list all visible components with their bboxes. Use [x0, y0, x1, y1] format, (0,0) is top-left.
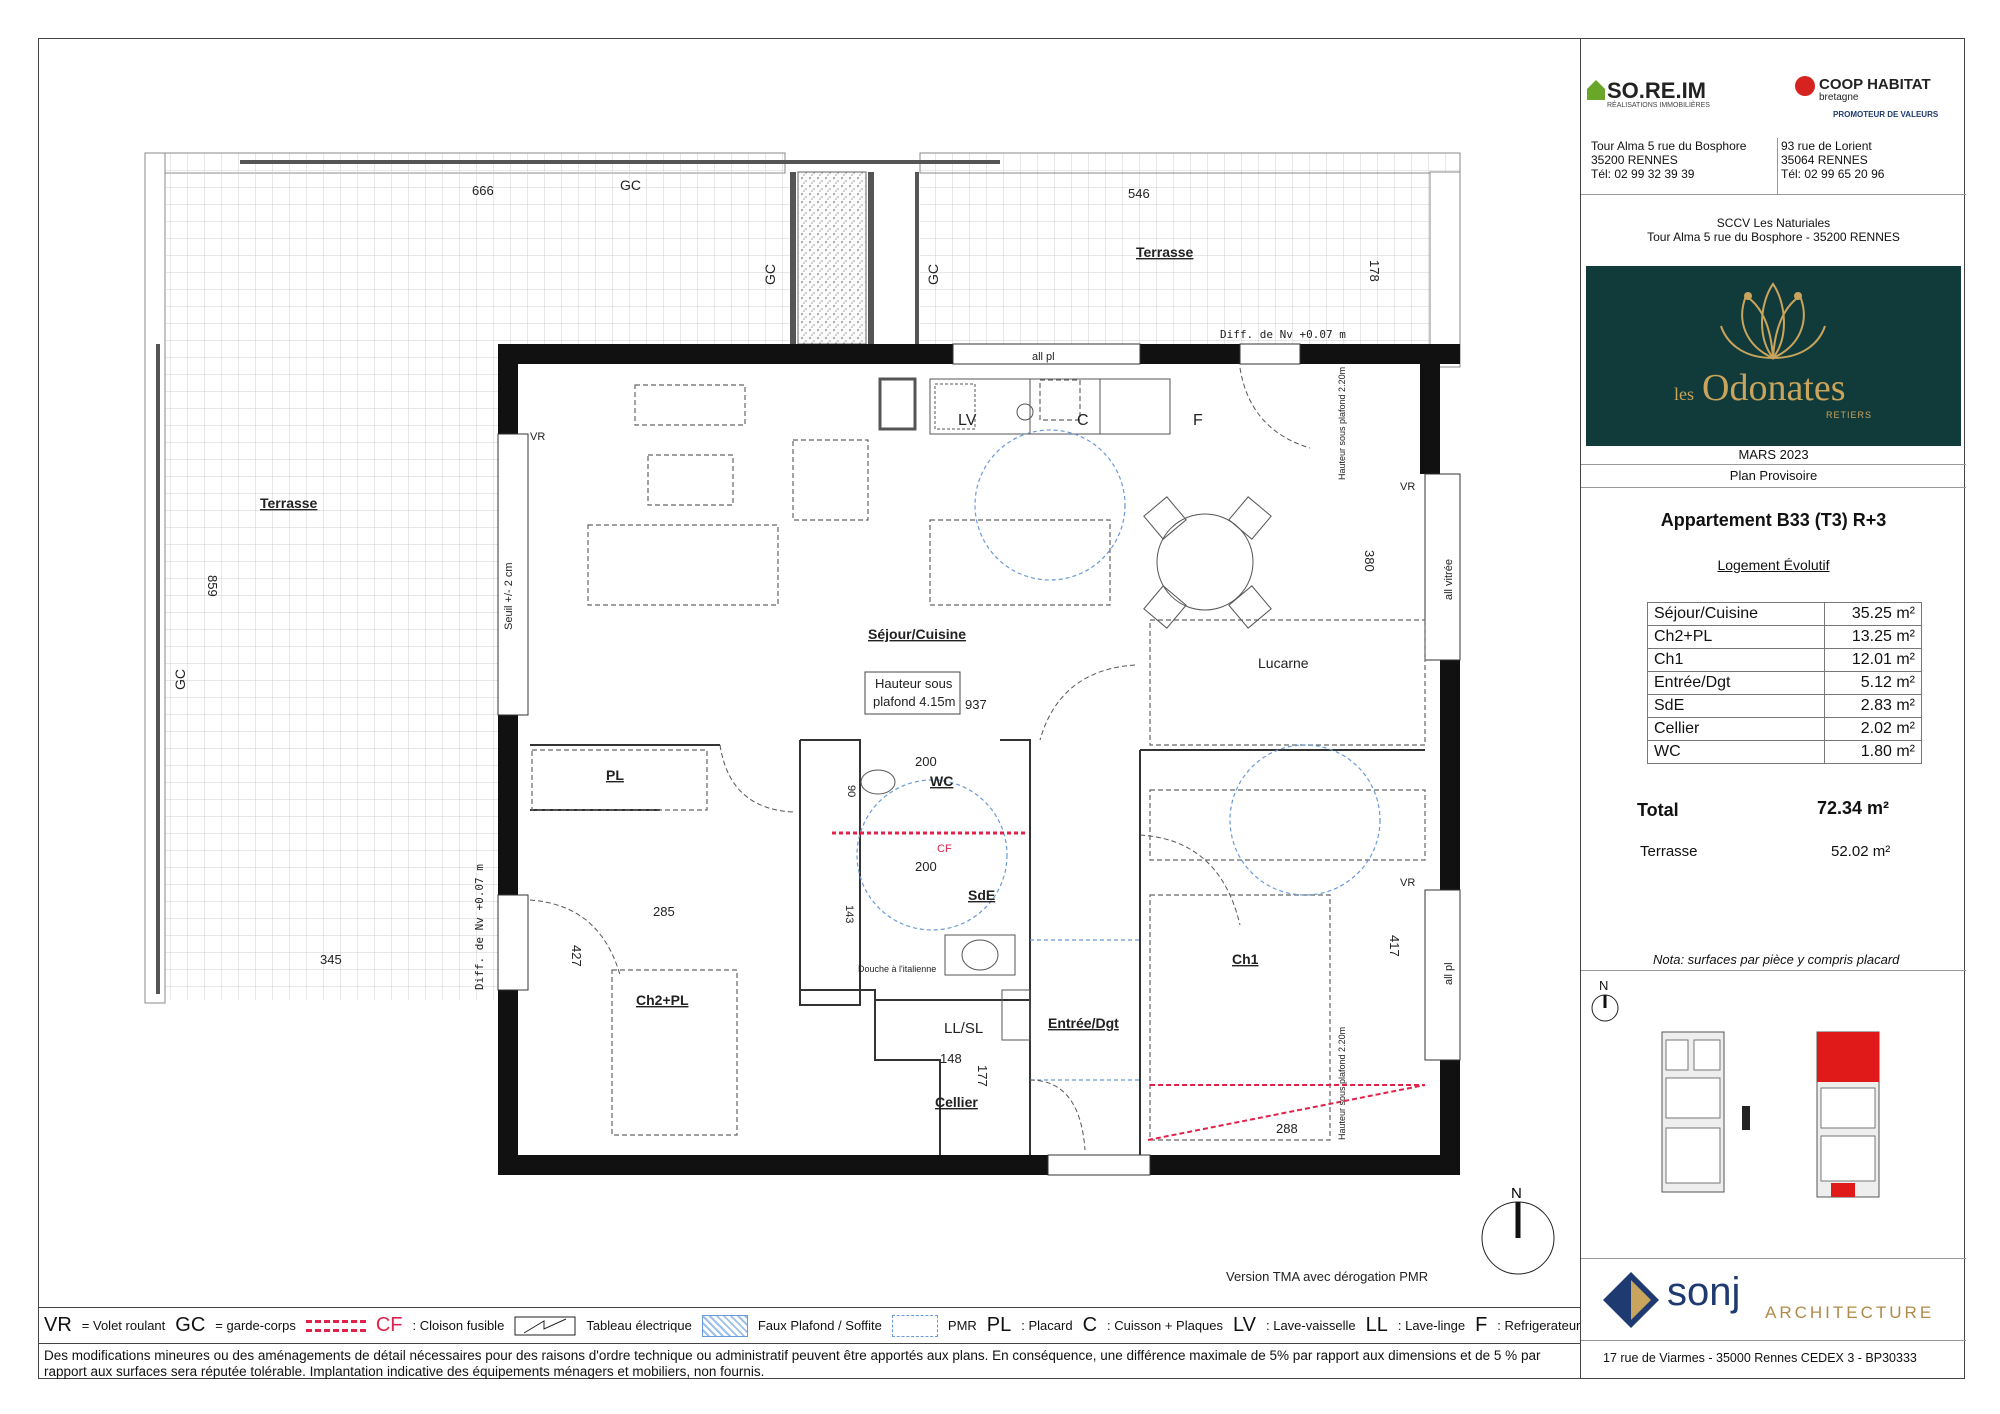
label-sejour: Séjour/Cuisine: [868, 626, 967, 642]
room-area: 2.83 m²: [1825, 695, 1922, 718]
brand-panel: [1586, 266, 1961, 446]
label-hauteur-1: Hauteur sous: [875, 676, 953, 691]
logement-evolutif: Logement Évolutif: [1717, 557, 1830, 573]
coop-logo-icon: [1795, 76, 1815, 96]
address-soreim: [1591, 139, 1746, 181]
label-terrasse-right: Terrasse: [1136, 244, 1194, 260]
label-hauteur-2: plafond 4.15m: [873, 694, 956, 709]
key-plan-highlight-icon: [1811, 1028, 1921, 1208]
address-soreim-line-1: Tour Alma 5 rue du Bosphore: [1591, 139, 1747, 153]
legend-c-key: C: [1082, 1314, 1098, 1336]
address-coop-line-2: 35064 RENNES: [1781, 153, 1868, 167]
architect-name: sonj: [1667, 1270, 1741, 1314]
room-name: Cellier: [1648, 718, 1825, 741]
coop-name: COOP HABITAT: [1819, 76, 1931, 93]
room-area: 1.80 m²: [1825, 741, 1922, 764]
dim-200-b: 200: [915, 859, 937, 874]
brand-les: les: [1674, 384, 1694, 404]
label-hsp-bot: Hauteur sous plafond 2.20m: [1337, 1026, 1347, 1140]
legend-ll-key: LL: [1365, 1314, 1388, 1336]
legend-gc-text: = garde-corps: [215, 1318, 296, 1333]
legend-lv-key: LV: [1233, 1314, 1256, 1336]
architect-word: ARCHITECTURE: [1765, 1303, 1935, 1322]
surface-table: [1647, 602, 1922, 764]
legend-bar: [38, 1307, 1580, 1343]
label-gc-mid1: GC: [762, 264, 778, 285]
mini-compass-icon: [1589, 990, 1625, 1026]
table-row: [1648, 718, 1922, 741]
table-row: [1648, 695, 1922, 718]
label-entree: Entrée/Dgt: [1048, 1015, 1119, 1031]
lotus-icon: [1586, 266, 1961, 446]
label-all-vitree: all vitrée: [1443, 559, 1455, 600]
table-row: [1648, 603, 1922, 626]
label-douche: Douche à l'italienne: [858, 964, 937, 974]
dim-288: 288: [1276, 1121, 1298, 1136]
architect-address: 17 rue de Viarmes - 35000 Rennes CEDEX 3 - BP30333: [1603, 1351, 1917, 1365]
label-gc-left: GC: [172, 669, 188, 690]
label-vr-3: VR: [1400, 877, 1416, 889]
room-name: WC: [1648, 741, 1825, 764]
title-block: [1580, 38, 1965, 1379]
version-note: Version TMA avec dérogation PMR: [1226, 1269, 1429, 1284]
label-ch2: Ch2+PL: [636, 992, 689, 1008]
legend-lv-text: : Lave-vaisselle: [1266, 1318, 1356, 1333]
label-pl: PL: [606, 767, 624, 783]
address-coop-line-1: 93 rue de Lorient: [1781, 139, 1872, 153]
soreim-name: SO.RE.IM: [1607, 78, 1707, 103]
room-area: 12.01 m²: [1825, 649, 1922, 672]
dim-380: 380: [1362, 550, 1377, 572]
label-diff-top: Diff. de Nv +0.07 m: [1220, 328, 1346, 341]
legend-cf-text: : Cloison fusible: [412, 1318, 505, 1333]
table-row: [1648, 741, 1922, 764]
apartment-title: Appartement B33 (T3) R+3: [1660, 510, 1887, 530]
legend-tableau-text: Tableau électrique: [586, 1318, 692, 1333]
date: MARS 2023: [1738, 447, 1809, 462]
legend-pmr-text: PMR: [947, 1318, 977, 1333]
label-diff-left: Diff. de Nv +0.07 m: [473, 864, 486, 990]
nota: Nota: surfaces par pièce y compris placard: [1653, 952, 1900, 967]
dim-200-a: 200: [915, 754, 937, 769]
dim-177: 177: [975, 1065, 990, 1087]
interior-walls: [530, 740, 1425, 1155]
legend-pl-key: PL: [986, 1314, 1012, 1336]
room-name: Ch2+PL: [1648, 626, 1825, 649]
label-f: F: [1193, 412, 1203, 429]
soreim-sub: RÉALISATIONS IMMOBILIÈRES: [1607, 102, 1710, 109]
disclaimer: Des modifications mineures ou des aménagements de détail nécessaires pour des raisons d'ordre technique ou administratif peuvent être apportés aux plans. En conséquence, une différence maximale de 5% par rapport aux dimensions et de 5 % par rapport aux surfaces sera réputée tolérable. Implantation indicative des équipements ménagers et mobiliers, non fournis.: [38, 1343, 1580, 1384]
label-gc-mid2: GC: [925, 264, 941, 285]
room-name: SdE: [1648, 695, 1825, 718]
room-name: Entrée/Dgt: [1648, 672, 1825, 695]
soreim-logo-icon: [1587, 80, 1605, 100]
label-cellier: Cellier: [935, 1094, 978, 1110]
dim-666: 666: [472, 183, 494, 198]
room-name: Ch1: [1648, 649, 1825, 672]
legend-ll-text: : Lave-linge: [1397, 1318, 1466, 1333]
dim-345: 345: [320, 952, 342, 967]
label-ch1: Ch1: [1232, 951, 1259, 967]
legend-f-key: F: [1475, 1314, 1488, 1336]
exterior-walls: [498, 344, 1460, 1175]
legend-vr-key: VR: [44, 1314, 72, 1336]
legend-vr-text: = Volet roulant: [81, 1318, 166, 1333]
sccv-line-1: SCCV Les Naturiales: [1716, 216, 1831, 230]
label-hsp-top: Hauteur sous plafond 2.20m: [1337, 366, 1347, 480]
key-plan-building-icon: [1656, 1028, 1766, 1198]
north-arrow: [1482, 1185, 1554, 1274]
room-area: 13.25 m²: [1825, 626, 1922, 649]
faux-plafond-swatch-icon: [702, 1315, 748, 1337]
legend-cf-key: CF: [375, 1314, 403, 1336]
table-row: [1648, 626, 1922, 649]
label-vr-1: VR: [530, 431, 546, 443]
legend-faux-text: Faux Plafond / Soffite: [757, 1318, 882, 1333]
dim-90: 90: [845, 785, 857, 798]
dim-285: 285: [653, 904, 675, 919]
sonj-logo-icon: [1601, 1270, 1663, 1330]
terrasse-label: Terrasse: [1640, 843, 1698, 860]
table-row: [1648, 672, 1922, 695]
label-terrasse-left: Terrasse: [260, 495, 318, 511]
wall-core-textured: [798, 172, 866, 344]
table-row: [1648, 649, 1922, 672]
dim-143: 143: [843, 905, 855, 924]
status: Plan Provisoire: [1729, 468, 1818, 483]
address-soreim-line-2: 35200 RENNES: [1591, 153, 1678, 167]
label-seuil: Seuil +/- 2 cm: [503, 562, 515, 630]
label-all-pl-2: all pl: [1443, 962, 1455, 985]
room-area: 2.02 m²: [1825, 718, 1922, 741]
dim-937: 937: [965, 697, 987, 712]
label-cf: CF: [937, 843, 952, 855]
dim-417: 417: [1387, 935, 1402, 957]
legend-gc-key: GC: [175, 1314, 206, 1336]
legend-c-text: : Cuisson + Plaques: [1107, 1318, 1224, 1333]
total-value: 72.34 m²: [1817, 798, 1890, 818]
room-name: Séjour/Cuisine: [1648, 603, 1825, 626]
north-label: N: [1511, 1185, 1522, 1202]
label-vr-2: VR: [1400, 481, 1416, 493]
kitchen-counter: [880, 379, 1170, 434]
label-sde: SdE: [968, 887, 996, 903]
label-llsl: LL/SL: [944, 1020, 984, 1037]
cf-swatch-icon: [306, 1320, 366, 1332]
address-coop: [1781, 139, 1884, 181]
label-wc: WC: [930, 773, 954, 789]
label-lv: LV: [958, 412, 977, 429]
label-c: C: [1077, 412, 1089, 429]
dining-table: [1144, 497, 1271, 628]
dim-178: 178: [1367, 260, 1382, 282]
brand-name: Odonates: [1702, 367, 1846, 409]
label-allpl: all pl: [1032, 351, 1055, 363]
label-gc-top: GC: [620, 177, 641, 193]
pmr-swatch-icon: [892, 1315, 938, 1337]
dim-427: 427: [569, 945, 584, 967]
room-area: 35.25 m²: [1825, 603, 1922, 626]
brand-sub: RETIERS: [1826, 410, 1873, 420]
sccv-line-2: Tour Alma 5 rue du Bosphore - 35200 RENNES: [1647, 230, 1900, 244]
legend-f-text: : Refrigerateur: [1497, 1318, 1581, 1333]
total-label: Total: [1637, 800, 1679, 820]
coop-sub: bretagne: [1819, 92, 1859, 103]
mini-north-label: N: [1599, 978, 1609, 993]
dim-148: 148: [940, 1051, 962, 1066]
tableau-electrique-icon: [514, 1315, 576, 1337]
legend-pl-text: : Placard: [1021, 1318, 1073, 1333]
address-soreim-line-3: Tél: 02 99 32 39 39: [1591, 167, 1695, 181]
coop-tag: PROMOTEUR DE VALEURS: [1833, 110, 1939, 119]
address-coop-line-3: Tél: 02 99 65 20 96: [1781, 167, 1885, 181]
terrasse-value: 52.02 m²: [1831, 843, 1891, 860]
dim-546: 546: [1128, 186, 1150, 201]
dim-859: 859: [205, 575, 220, 597]
label-lucarne: Lucarne: [1258, 655, 1309, 671]
room-area: 5.12 m²: [1825, 672, 1922, 695]
